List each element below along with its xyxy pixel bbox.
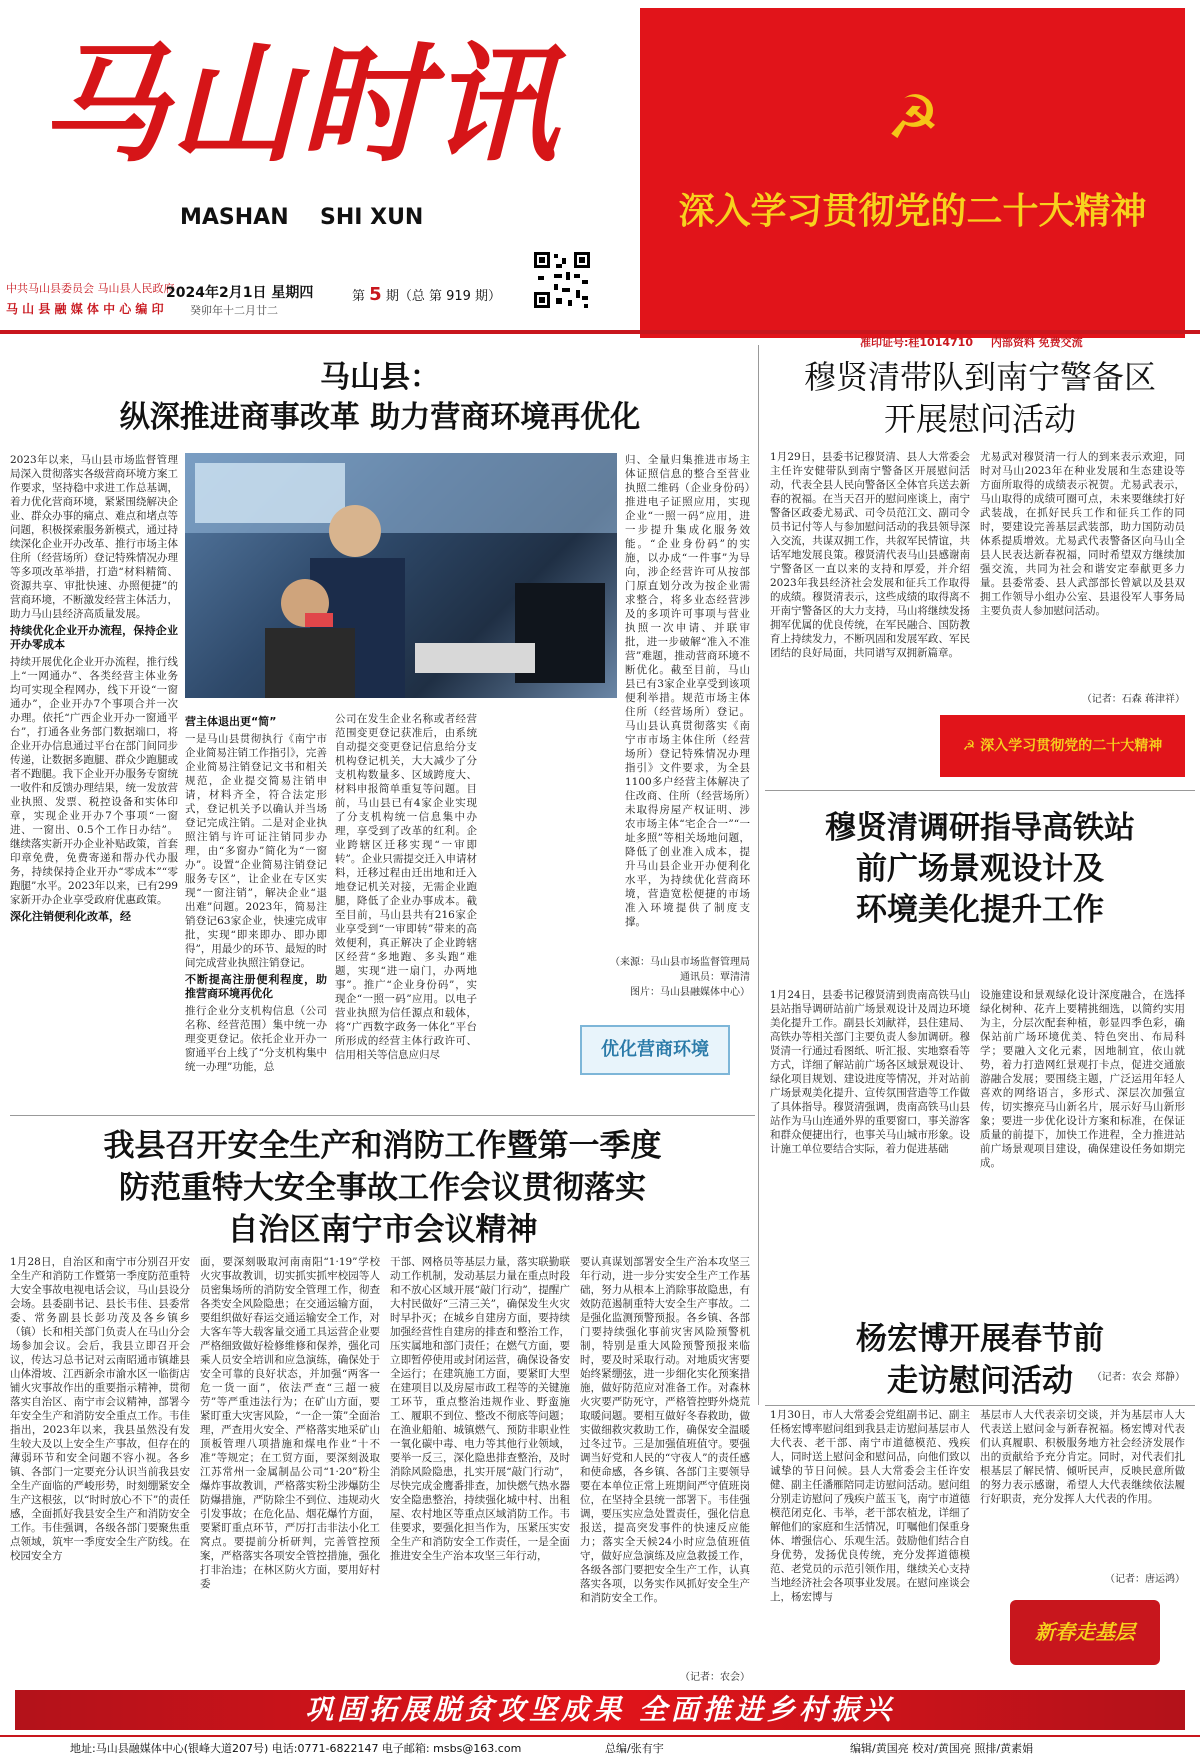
party-mini-banner (940, 715, 1185, 777)
article1-col3-para: 公司在发生企业名称或者经营范围变更登记获准后，由系统自动提交变更登记信息给分支机构登记机关，大大减少了分支机构数量多、区域跨度大、材料申报简单重复等问题。目前，马山县已有4家企业实现了分支机构统一信息集中办理，享受到了改革的红利。企业跨辖区迁移实现“一审即转”。企业只需提交迁入申请材料，迁移过程由迁出地和迁入地登记机关对接，无需企业跑腿，降低了企业办事成本。截至目前，马山县共有216家企业享受到“一审即转”带来的高效便利，真正解决了企业跨辖区经营“多地跑、多头跑”难题，实现“进一扇门，办两地事”。推广“企业身份码”，实现企“一照一码”应用。以电子营业执照为信任源点和载体，将“广西数字政务一体化”平台所形成的经营主体行政许可、信用相关等信息应归尽 (335, 713, 477, 1061)
article5-credit: （记者：唐运鸿） (1105, 1574, 1185, 1585)
article4-col1-para: 1月28日，自治区和南宁市分别召开安全生产和消防工作暨第一季度防范重特大安全事故电视电话会议，马山县设分会场。县委副书记、县长韦佳、县委常委、常务副县长彭功茂及各乡镇乡（镇）长和相关部门负责人在马山分会场参加会议。会后，我县立即召开会议，传达习总书记对云南昭通市镇雄县山体滑坡、江西新余市渝水区一临街店铺火灾事故作出的重要指示精神，贯彻落实自治区、南宁市会议精神，部署今年安全生产和消防安全重点工作。韦佳指出，2023年以来，我县虽然没有发生较大及以上安全生产事故，但存在的薄弱环节和安全问题不容小视。各乡镇、各部门一定要充分认识当前我县安全生产面临的严峻形势，时刻绷紧安全生产这根弦，以“时时放心不下”的责任感，全面抓好我县安全生产和消防安全工作。韦佳强调，各级各部门要聚焦重点领域，筑牢一季度安全生产防线。在校园安全方 (10, 1256, 190, 1562)
publisher-line-2: 马 山 县 融 媒 体 中 心 编 印 (6, 302, 164, 316)
article2-title-line2: 开展慰问活动 (883, 400, 1076, 438)
article1-subhead-3: 营主体退出更“简” (185, 715, 277, 728)
issue-suffix: 期（总 第 919 期） (385, 289, 502, 304)
article1-photo (185, 453, 617, 698)
article1-subhead-1: 持续优化企业开办流程，保持企业开办零成本 (10, 624, 178, 651)
footer (0, 1735, 1200, 1757)
article1-col4 (625, 453, 750, 948)
article4-col2 (200, 1255, 380, 1683)
article3-credit: （记者：农会 郑静） (1091, 1372, 1185, 1383)
mini-banner-slogan: 深入学习贯彻党的二十大精神 (980, 738, 1163, 754)
article1-title-line2: 纵深推进商事改革 助力营商环境再优化 (119, 400, 641, 435)
article1-col2-para1: 一是马山县贯彻执行《南宁市企业简易注销工作指引》，完善企业简易注销登记文书和相关规范，企业提交简易注销申请，材料齐全，符合法定形式，登记机关予以确认并当场登记完成注销。二是对企业执照注销与许可证注销同步办理，由“多窗办”简化为“一窗办”。设置“企业简易注销登记服务专区”，让企业在专区实现“一窗注销”，解决企业“退出难”问题。2023年，简易注销登记63家企业，快速完成审批，实现“即来即办、即办即得”，用最少的环节、最短的时间完成营业执照注销登记。 (185, 733, 327, 969)
article2-col2 (980, 450, 1185, 685)
article4-title-line3: 自治区南宁市会议精神 (227, 1212, 538, 1248)
issue-number: 5 (369, 284, 382, 305)
article3-col2-para: 设施建设和景观绿化设计深度融合，在选择绿化树种、花卉上要精挑细选，以简约实用为主，分层次配套种植，彰显四季色彩，确保站前广场环境优美、特色突出、布局科学；要融入文化元素，因地制宜，依山就势，着力打造网红景观打卡点，促进交通旅游融合发展；要围绕主题，广泛运用年轻人喜欢的网络语言，多形式、深层次加强宣传，切实擦亮马山新名片，展示好马山新形象；要进一步优化设计方案和标准，在保证质量的前提下，加快工作进程，全力推进站前广场景观项目建设，确保建设任务如期完成。 (980, 989, 1185, 1169)
section-divider-left (10, 1115, 755, 1116)
banner-slogan: 深入学习贯彻党的二十大精神 (678, 191, 1147, 232)
article5-title-line1: 杨宏博开展春节前 (856, 1321, 1104, 1357)
party-emblem-icon: ☭ (886, 83, 940, 153)
bottom-slogan-banner: 巩固拓展脱贫攻坚成果 全面推进乡村振兴 (15, 1690, 1185, 1730)
article4-col1 (10, 1255, 190, 1683)
article2-title-line1: 穆贤清带队到南宁警备区 (803, 358, 1156, 396)
issue-date: 2024年2月1日 星期四 (166, 285, 314, 301)
article4-credit: （记者：农会） (680, 1672, 750, 1683)
article3-headline (770, 808, 1190, 931)
top-strip (860, 334, 1200, 352)
article3-title-line2: 前广场景观设计及 (856, 851, 1104, 887)
footer-editor-in-chief: 总编/张有宇 (605, 1742, 664, 1755)
new-year-grassroots-badge: 新春走基层 (1010, 1600, 1160, 1665)
article1-subhead-2: 深化注销便利化改革，经 (10, 910, 131, 923)
service-hall-photo-icon (185, 453, 617, 698)
footer-staff: 编辑/黄国亮 校对/黄国亮 照排/黄素娟 (850, 1742, 1034, 1755)
article5-title-line2: 走访慰问活动 (887, 1363, 1073, 1399)
article1-subhead-4: 不断提高注册便利程度，助推营商环境再优化 (185, 973, 327, 1000)
article2-col1-para: 1月29日，县委书记穆贤清、县人大常委会主任许安健带队到南宁警备区开展慰问活动，代表全县人民向警备区全体官兵送去新春的祝福。在当天召开的慰问座谈上，南宁警备区政委尤易武、司令员范江文、副司令员书记付等人与参加慰问活动的我县领导深入交流，共谋双拥工作，共叙军民情谊，共话军地发展良策。穆贤清代表马山县感谢南宁警备区一直以来的支持和厚爱，并介绍2023年我县经济社会发展和征兵工作取得的成绩。穆贤清表示，这些成绩的取得离不开南宁警备区的大力支持，马山将继续发扬拥军优属的优良传统，在军民融合、国防教育上持续发力，不断巩固和发展军政、军民团结的良好局面，共同谱写双拥新篇章。 (770, 451, 970, 659)
article4-col3-para: 干部、网格员等基层力量，落实联勤联动工作机制，发动基层力量在重点时段和不放心区域开展“敲门行动”，提醒广大村民做好“三清三关”，确保发生火灾时早扑灭；在城乡自建房方面，要持续加强经营性自建房的排查和整治工作，压实属地和部门责任；在燃气方面，要立即暂停使用或封闭运营，确保设备安全运行；在建筑施工方面，要紧盯大型在建项目以及房屋市政工程等的关键施工环节，重点整治违规作业、野蛮施工、履职不到位、整改不彻底等问题；在渔业船舶、城镇燃气、预防非职业性一氧化碳中毒、电力等其他行业领域，要举一反三，深化隐患排查整治，及时消除风险隐患，扎实开展“敲门行动”，尽快完成金鹰番排查，加快燃气热水器安全隐患整治，持续强化城中村、出租屋、农村地区等重点区域消防工作。韦佳要求，要强化担当作为，压紧压实安全生产和消防安全工作责任，一是全面推进安全生产治本攻坚三年行动， (390, 1256, 570, 1562)
article5-col1 (770, 1408, 970, 1683)
article2-headline (770, 356, 1190, 440)
article5-headline (770, 1318, 1190, 1402)
article1-source-line2: 通讯员：覃清清 (680, 972, 750, 983)
article4-title-line2: 防范重特大安全事故工作会议贯彻落实 (119, 1170, 646, 1206)
masthead-title: 马山时讯 (40, 30, 561, 180)
article1-col1 (10, 453, 178, 1058)
article1-photo-credit: 图片：马山县融媒体中心） (630, 987, 750, 998)
issue-prefix: 第 (352, 289, 366, 304)
masthead-pinyin-left: MASHAN (180, 205, 289, 230)
article5-col2-para: 基层市人大代表亲切交谈，并为基层市人大代表送上慰问金与新春祝福。杨宏博对代表们认真履职、积极服务地方社会经济发展作出的贡献给予充分肯定。同时，对代表们扎根基层了解民情、倾听民声，反映民意所做的努力表示感谢，希望人大代表继续依法履行好职责，充分发挥人大代表的作用。 (980, 1409, 1185, 1505)
article2-credit: （记者：石森 蒋津祥） (1081, 694, 1185, 705)
internal-note: 内部资料 免费交流 (990, 336, 1083, 349)
masthead-pinyin-right: SHI XUN (320, 205, 424, 230)
article3-col2 (980, 988, 1185, 1363)
article4-col3 (390, 1255, 570, 1683)
permit-number: 准印证号:桂1014710 (860, 336, 973, 349)
qr-code-icon (532, 250, 592, 310)
article4-col4 (580, 1255, 750, 1665)
article5-col1-para: 1月30日，市人大常委会党组副书记、副主任杨宏博率慰问组到我县走访慰问基层市人大代表、老干部、南宁市道德模范、残疾人，同时送上慰问金和慰问品，向他们致以诚挚的节日问候。县人大常委会主任许安健、副主任潘雁陪同走访慰问活动。慰问组分别走访慰问了残疾户蓝玉飞，南宁市道德模范闭克化、韦举，老干部农植龙，详细了解他们的家庭和生活情况，叮嘱他们保重身体、增强信心、乐观生活。鼓励他们结合自身优势，发扬优良传统，充分发挥道德模范、老党员的示范引领作用，继续关心支持当地经济社会各项事业发展。在慰问座谈会上，杨宏博与 (770, 1409, 970, 1603)
article1-source (585, 955, 750, 1000)
article1-title-line1: 马山县： (320, 360, 440, 395)
article1-headline (10, 358, 750, 438)
article1-col4-para: 归、全量归集推进市场主体证照信息的整合至营业执照二维码（企业身份码）推进电子证照应用，实现企业“一照一码”应用，进一步提升集成化服务效能。“企业身份码”的实施，以办成“一件事”为导向，涉企经营许可从按部门原直划分改为按企业需求整合，将多业态经营涉及的多项许可事项与营业执照一次申请、并联审批，进一步破解“准入不准营”难题，推动营商环境不断优化。截至目前，马山县已有3家企业享受到该项便利举措。规范市场主体住所（经营场所）登记。马山县认真贯彻落实《南宁市市场主体住所（经营场所）登记特殊情况办理指引》文件要求，为全县1100多户经营主体解决了住改商、住所（经营场所）未取得房屋产权证明、涉农市场主体“宅企合一”“一址多照”等相关场地问题，降低了创业准入成本，提升马山县企业开办便利化水平，为持续优化营商环境，营造宽松便捷的市场准入环境提供了制度支撑。 (625, 454, 750, 928)
article2-col2-para: 尤易武对穆贤清一行人的到来表示欢迎，同时对马山2023年在种业发展和生态建设等方面所取得的成绩表示祝贺。尤易武表示，马山取得的成绩可圈可点，未来要继续打好武装战，在抓好民兵工作和征兵工作的同时，要建设完善基层武装部，助力国防动员体系提质增效。尤易武代表警备区向马山全县人民表达新春祝福，同时希望双方继续加强交流，共同为社会和谐安定奉献更多力量。县委常委、县人武部部长曾斌以及县双拥工作领导小组办公室、县退役军人事务局主要负责人参加慰问活动。 (980, 451, 1185, 617)
article4-headline (10, 1125, 755, 1251)
article4-col4-para: 要认真谋划部署安全生产治本攻坚三年行动，进一步分实安全生产工作基础，努力从根本上消除事故隐患，有效防范遏制重特大安全生产事故。二是强化监测预警预报。各乡镇、各部门要持续强化事前灾害风险预警机制，特别是重大风险预警预报来临时，要及时采取行动。对地质灾害要始终紧绷弦，进一步细化实化预案措施，做好防范应对准备工作。对森林火灾要严防死守，严格管控野外烧荒取暖问题。要相互做好冬春救助，做实做细救灾救助工作，确保安全温暖过冬过节。三是加强值班值守。要强调当好党和人民的“守夜人”的责任感和使命感，各乡镇、各部门主要领导要在本单位正常上班期间严守值班岗位，在坚持全县统一部署下。韦佳强调，要压实应急处置责任，强化信息报送，提高突发事件的快速反应能力；落实全天候24小时应急值班值守，做好应急演练及应急救援工作，各级各部门要把安全生产工作，认真落实各项，以务实作风抓好安全生产和消防安全工作。 (580, 1256, 750, 1604)
issue-number-line (352, 284, 501, 305)
lunar-date: 癸卯年十二月廿二 (190, 304, 278, 317)
article1-col3 (335, 712, 477, 1061)
article3-title-line1: 穆贤清调研指导高铁站 (825, 810, 1135, 846)
article1-col2 (185, 712, 327, 1073)
article1-col1-para1: 2023年以来，马山县市场监督管理局深入贯彻落实各级营商环境方案工作要求，坚持稳中求进工作总基调，着力优化营商环境，紧紧围绕解决企业、群众办事的痛点、难点和堵点等问题，积极探索服务新模式，通过持续深化企业开办改革、推行市场主体住所（经营场所）登记特殊情况办理等多项改革举措，打造“材料精简、资源共享、审批快速、办照便捷”的营商环境，不断激发经营主体活力，助力马山县经济高质量发展。 (10, 454, 178, 620)
section-divider (765, 790, 1195, 791)
section-divider-right (765, 1405, 1195, 1406)
party-banner (640, 8, 1185, 338)
article1-col2-para2: 推行企业分支机构信息（公司名称、经营范围）集中统一办理变更登记。依托企业开办一窗通平台上线了“分支机构集中统一办理”功能，总 (185, 1005, 327, 1073)
article4-title-line1: 我县召开安全生产和消防工作暨第一季度 (103, 1128, 662, 1164)
optimize-business-badge: 优化营商环境 (580, 1025, 730, 1075)
article3-title-line3: 环境美化提升工作 (856, 892, 1104, 928)
article1-col1-para2: 持续开展优化企业开办流程，推行线上“一网通办”、各类经营主体业务均可实现全程网办，线下开设“一窗通办”，企业开办7个事项合并一次办理。依托“广西企业开办一窗通平台”，打通各业务部门数据端口，将企业开办信息通过平台在部门间同步传递，让数据多跑腿、群众少跑腿或者不跑腿。我下企业开办服务专窗统一收件和反馈办理结果，统一发放营业执照、发票、税控设备和实体印章，实现企业开办7个事项“一窗进、一窗出、0.5个工作日办结”。继续落实新开办企业补贴政策，首套印章免费，免费寄递和帮办代办服务，持续保持企业开办“零成本”“零跑腿”水平。2023年以来，已有299家新开办企业享受政府优惠政策。 (10, 656, 178, 906)
article4-col2-para: 面，要深刻吸取河南南阳“1·19”学校火灾事故教训，切实抓实抓牢校园等人员密集场所的消防安全管理工作，彻查各类安全风险隐患；在交通运输方面，要组织做好春运交通运输安全工作，对大客车等大载客量交通工具运营企业要严格细致做好检修维修和保养，强化司乘人员安全培训和应急演练，确保处于安全可靠的良好状态，并加强“两客一危一货一面”，依法严查“三超一疲劳”等严重违法行为；在矿山方面，要紧盯重大灾害风险，“一企一策”全面治理，严查用火安全、严格落实地采矿山顶板管理八项措施和煤电作业“十不准”等规定；在工贸方面，要深刻汲取江苏常州一金属制品公司“1·20”粉尘爆炸事故教训，严格落实粉尘涉爆防尘防爆措施，严防除尘不到位、违规动火引发事故；在危化品、烟花爆竹方面，要紧盯重点环节，严厉打击非法小化工窝点。要提前分析研判，完善管控预案，严格落实各项安全管控措施，强化打非治违；在林区防火方面，要用好村委 (200, 1256, 380, 1590)
article5-col2 (980, 1408, 1185, 1558)
publisher-line-1: 中共马山县委员会 马山县人民政府 (6, 282, 175, 295)
footer-address: 地址:马山县融媒体中心(银峰大道207号) 电话:0771-6822147 电子邮箱: msbs@163.com (70, 1742, 522, 1755)
article3-col1-para: 1月24日，县委书记穆贤清到贵南高铁马山县站指导调研站前广场景观设计及周边环境美化提升工作。副县长刘献祥，县住建局、高铁办等相关部门主要负责人参加调研。穆贤清一行通过看图纸、听汇报、实地察看等方式，详细了解站前广场各区域景观设计、绿化项目规划、建设进度等情况，并对站前广场景观美化提升、宣传氛围营造等工作做了具体指导。穆贤清强调，贵南高铁马山县站作为马山连通外界的重要窗口，事关游客和群众便捷出行，也事关马山城市形象。设计施工单位要结合实际，着力促进基础 (770, 989, 970, 1155)
article1-source-line1: （来源：马山县市场监督管理局 (610, 957, 750, 968)
column-divider (758, 345, 759, 1405)
party-emblem-small-icon: ☭ (962, 738, 981, 754)
